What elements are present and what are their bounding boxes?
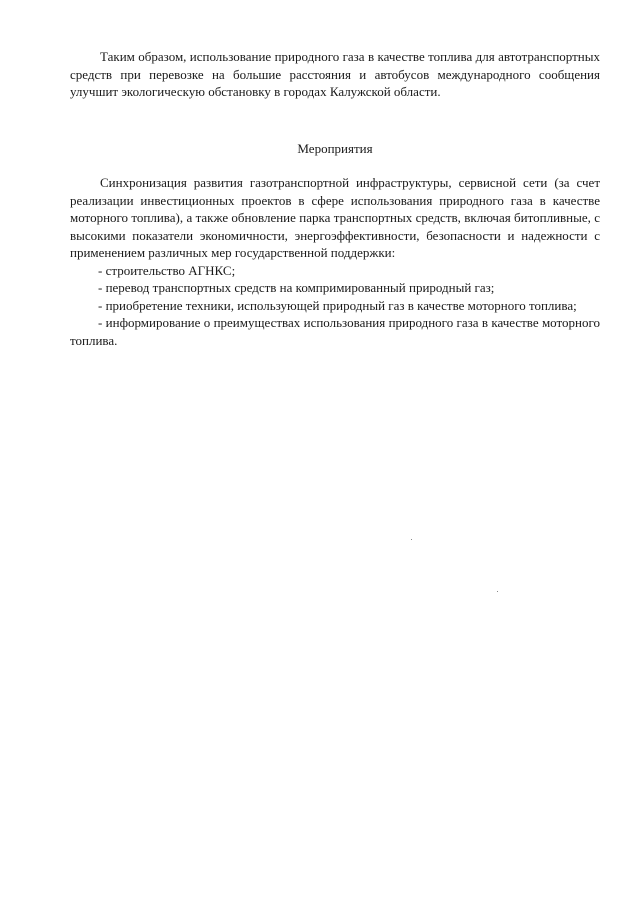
scan-speck <box>411 539 412 540</box>
measures-block <box>70 174 600 349</box>
scan-speck <box>497 591 498 592</box>
list-item: - приобретение техники, использующей природный газ в качестве моторного топлива; <box>98 297 577 313</box>
section-heading: Мероприятия <box>297 141 373 156</box>
measures-list <box>70 262 600 350</box>
list-item: - информирование о преимуществах использования природного газа в качестве моторного топлива. <box>70 315 600 348</box>
intro-paragraph: Таким образом, использование природного газа в качестве топлива для автотранспортных средств при перевозке на большие расстояния и автобусов международного сообщения улучшит экологическую обстановку в городах Калужской области. <box>70 49 600 99</box>
intro-block <box>70 48 600 101</box>
list-item: - строительство АГНКС; <box>98 262 236 278</box>
measures-paragraph: Синхронизация развития газотранспортной инфраструктуры, сервисной сети (за счет реализации инвестиционных проектов в сфере использования природного газа в качестве моторного топлива), а также обновление парка транспортных средств, включая битопливные, с высокими показатели экономичности, энергоэффективности, безопасности и надежности с применением различных мер государственной поддержки: <box>70 175 600 260</box>
list-item: - перевод транспортных средств на компримированный природный газ; <box>98 280 495 295</box>
